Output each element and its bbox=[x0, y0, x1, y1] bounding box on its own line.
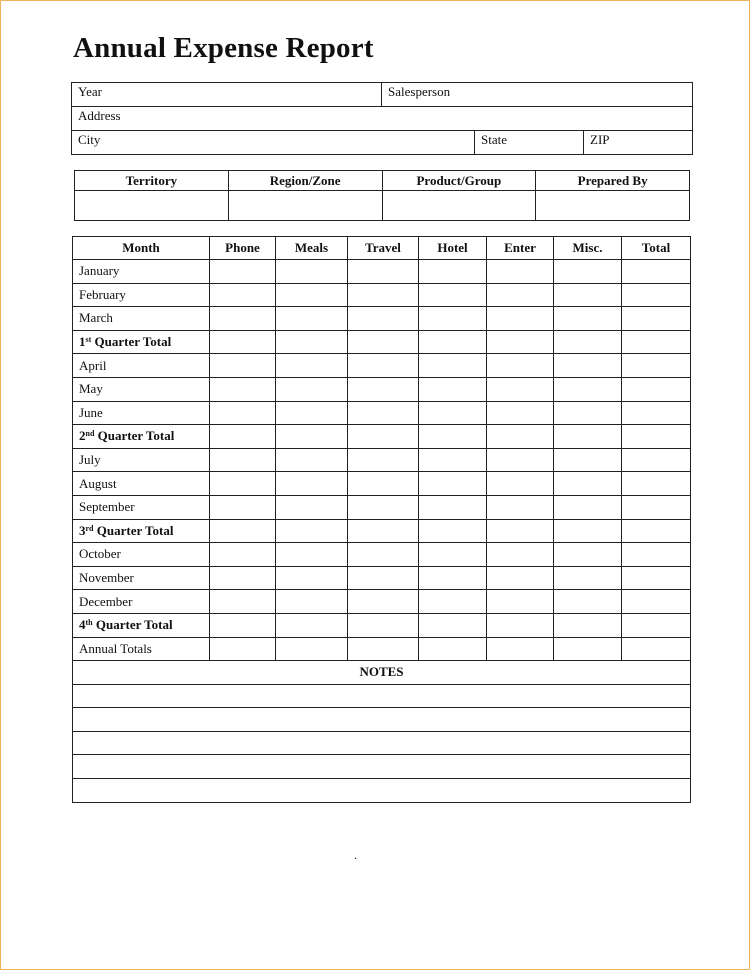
phone-cell[interactable] bbox=[210, 566, 276, 590]
expense-row bbox=[73, 330, 691, 354]
meals-cell[interactable] bbox=[276, 377, 348, 401]
hotel-header: Hotel bbox=[419, 237, 487, 260]
enter-cell[interactable] bbox=[487, 543, 554, 567]
misc-cell[interactable] bbox=[554, 425, 622, 449]
enter-cell[interactable] bbox=[487, 495, 554, 519]
hotel-cell[interactable] bbox=[419, 354, 487, 378]
month-label: April bbox=[73, 354, 210, 378]
travel-cell[interactable] bbox=[348, 637, 419, 661]
meals-cell[interactable] bbox=[276, 613, 348, 637]
enter-cell[interactable] bbox=[487, 566, 554, 590]
enter-cell[interactable] bbox=[487, 519, 554, 543]
total-cell[interactable] bbox=[622, 566, 691, 590]
enter-cell[interactable] bbox=[487, 260, 554, 284]
misc-cell[interactable] bbox=[554, 377, 622, 401]
total-cell[interactable] bbox=[622, 637, 691, 661]
quarter-number: 1 bbox=[79, 334, 86, 350]
travel-cell[interactable] bbox=[348, 543, 419, 567]
travel-cell[interactable] bbox=[348, 566, 419, 590]
hotel-cell[interactable] bbox=[419, 613, 487, 637]
expense-rows bbox=[73, 260, 691, 661]
phone-cell[interactable] bbox=[210, 543, 276, 567]
phone-cell[interactable] bbox=[210, 495, 276, 519]
month-label: February bbox=[73, 283, 210, 307]
travel-cell[interactable] bbox=[348, 519, 419, 543]
quarter-total-text: Quarter Total bbox=[93, 522, 174, 538]
total-cell[interactable] bbox=[622, 401, 691, 425]
info-table bbox=[71, 82, 693, 155]
travel-cell[interactable] bbox=[348, 590, 419, 614]
meals-cell[interactable] bbox=[276, 330, 348, 354]
meals-cell[interactable] bbox=[276, 425, 348, 449]
phone-cell[interactable] bbox=[210, 354, 276, 378]
enter-cell[interactable] bbox=[487, 354, 554, 378]
meals-cell[interactable] bbox=[276, 472, 348, 496]
hotel-cell[interactable] bbox=[419, 448, 487, 472]
notes-field[interactable] bbox=[73, 684, 691, 708]
meals-cell[interactable] bbox=[276, 590, 348, 614]
notes-field[interactable] bbox=[73, 731, 691, 755]
hotel-cell[interactable] bbox=[419, 425, 487, 449]
hotel-cell[interactable] bbox=[419, 377, 487, 401]
phone-cell[interactable] bbox=[210, 637, 276, 661]
meals-cell[interactable] bbox=[276, 519, 348, 543]
month-label bbox=[73, 330, 210, 354]
territory-header: Territory bbox=[75, 171, 229, 191]
total-cell[interactable] bbox=[622, 283, 691, 307]
phone-cell[interactable] bbox=[210, 283, 276, 307]
enter-cell[interactable] bbox=[487, 637, 554, 661]
total-cell[interactable] bbox=[622, 330, 691, 354]
total-cell[interactable] bbox=[622, 354, 691, 378]
month-label bbox=[73, 613, 210, 637]
month-label: November bbox=[73, 566, 210, 590]
phone-cell[interactable] bbox=[210, 448, 276, 472]
travel-cell[interactable] bbox=[348, 354, 419, 378]
expense-header-row bbox=[73, 237, 691, 260]
month-label: October bbox=[73, 543, 210, 567]
meals-header: Meals bbox=[276, 237, 348, 260]
expense-row bbox=[73, 377, 691, 401]
misc-cell[interactable] bbox=[554, 260, 622, 284]
travel-cell[interactable] bbox=[348, 377, 419, 401]
hotel-cell[interactable] bbox=[419, 260, 487, 284]
notes-section bbox=[73, 661, 691, 803]
hotel-cell[interactable] bbox=[419, 401, 487, 425]
total-cell[interactable] bbox=[622, 543, 691, 567]
expense-row bbox=[73, 519, 691, 543]
month-label bbox=[73, 519, 210, 543]
expense-row bbox=[73, 590, 691, 614]
month-label: September bbox=[73, 495, 210, 519]
hotel-cell[interactable] bbox=[419, 637, 487, 661]
misc-cell[interactable] bbox=[554, 613, 622, 637]
month-label: December bbox=[73, 590, 210, 614]
ordinal-suffix: th bbox=[85, 618, 93, 628]
hotel-cell[interactable] bbox=[419, 519, 487, 543]
prepared-by-header: Prepared By bbox=[536, 171, 690, 191]
state-field[interactable] bbox=[475, 131, 584, 155]
expense-row bbox=[73, 260, 691, 284]
prepared-by-field[interactable] bbox=[536, 191, 690, 221]
address-label: Address bbox=[78, 108, 121, 123]
total-header: Total bbox=[622, 237, 691, 260]
meals-cell[interactable] bbox=[276, 543, 348, 567]
total-cell[interactable] bbox=[622, 307, 691, 331]
misc-cell[interactable] bbox=[554, 330, 622, 354]
meals-cell[interactable] bbox=[276, 260, 348, 284]
address-field[interactable] bbox=[72, 107, 693, 131]
total-cell[interactable] bbox=[622, 472, 691, 496]
month-label: March bbox=[73, 307, 210, 331]
travel-cell[interactable] bbox=[348, 283, 419, 307]
travel-cell[interactable] bbox=[348, 472, 419, 496]
hotel-cell[interactable] bbox=[419, 566, 487, 590]
travel-cell[interactable] bbox=[348, 448, 419, 472]
expense-row bbox=[73, 354, 691, 378]
expense-table bbox=[72, 236, 691, 803]
expense-row bbox=[73, 613, 691, 637]
total-cell[interactable] bbox=[622, 495, 691, 519]
ordinal-suffix: st bbox=[85, 335, 92, 345]
enter-cell[interactable] bbox=[487, 613, 554, 637]
enter-cell[interactable] bbox=[487, 307, 554, 331]
misc-cell[interactable] bbox=[554, 566, 622, 590]
notes-field[interactable] bbox=[73, 755, 691, 779]
expense-row bbox=[73, 448, 691, 472]
product-group-field[interactable] bbox=[382, 191, 536, 221]
notes-line bbox=[73, 731, 691, 755]
travel-cell[interactable] bbox=[348, 401, 419, 425]
phone-cell[interactable] bbox=[210, 377, 276, 401]
misc-cell[interactable] bbox=[554, 495, 622, 519]
total-cell[interactable] bbox=[622, 519, 691, 543]
quarter-number: 3 bbox=[79, 522, 86, 538]
quarter-number: 4 bbox=[79, 617, 86, 633]
hotel-cell[interactable] bbox=[419, 283, 487, 307]
misc-cell[interactable] bbox=[554, 472, 622, 496]
notes-line bbox=[73, 755, 691, 779]
enter-cell[interactable] bbox=[487, 425, 554, 449]
enter-cell[interactable] bbox=[487, 448, 554, 472]
territory-table bbox=[74, 170, 690, 221]
hotel-cell[interactable] bbox=[419, 543, 487, 567]
quarter-number: 2 bbox=[79, 428, 86, 444]
ordinal-suffix: rd bbox=[85, 523, 94, 533]
zip-field[interactable] bbox=[584, 131, 693, 155]
travel-cell[interactable] bbox=[348, 330, 419, 354]
enter-cell[interactable] bbox=[487, 472, 554, 496]
phone-cell[interactable] bbox=[210, 260, 276, 284]
product-group-header: Product/Group bbox=[382, 171, 536, 191]
total-cell[interactable] bbox=[622, 377, 691, 401]
city-field[interactable] bbox=[72, 131, 475, 155]
travel-cell[interactable] bbox=[348, 260, 419, 284]
misc-cell[interactable] bbox=[554, 448, 622, 472]
travel-cell[interactable] bbox=[348, 613, 419, 637]
zip-label: ZIP bbox=[590, 132, 610, 147]
total-cell[interactable] bbox=[622, 425, 691, 449]
expense-row bbox=[73, 566, 691, 590]
footer-mark: . bbox=[354, 848, 357, 862]
meals-cell[interactable] bbox=[276, 401, 348, 425]
region-zone-field[interactable] bbox=[228, 191, 382, 221]
meals-cell[interactable] bbox=[276, 637, 348, 661]
phone-header: Phone bbox=[210, 237, 276, 260]
total-cell[interactable] bbox=[622, 448, 691, 472]
page-title: Annual Expense Report bbox=[73, 32, 374, 64]
month-label: May bbox=[73, 377, 210, 401]
city-label: City bbox=[78, 132, 101, 147]
notes-heading: NOTES bbox=[73, 661, 691, 685]
travel-cell[interactable] bbox=[348, 307, 419, 331]
meals-cell[interactable] bbox=[276, 566, 348, 590]
misc-cell[interactable] bbox=[554, 637, 622, 661]
travel-cell[interactable] bbox=[348, 495, 419, 519]
hotel-cell[interactable] bbox=[419, 590, 487, 614]
quarter-total-text: Quarter Total bbox=[94, 428, 175, 444]
enter-cell[interactable] bbox=[487, 401, 554, 425]
month-label bbox=[73, 425, 210, 449]
year-field[interactable] bbox=[72, 83, 382, 107]
phone-cell[interactable] bbox=[210, 425, 276, 449]
misc-cell[interactable] bbox=[554, 519, 622, 543]
notes-field[interactable] bbox=[73, 779, 691, 803]
misc-cell[interactable] bbox=[554, 590, 622, 614]
meals-cell[interactable] bbox=[276, 283, 348, 307]
misc-cell[interactable] bbox=[554, 543, 622, 567]
total-cell[interactable] bbox=[622, 260, 691, 284]
year-label: Year bbox=[78, 84, 102, 99]
month-label: Annual Totals bbox=[73, 637, 210, 661]
misc-cell[interactable] bbox=[554, 354, 622, 378]
quarter-total-text: Quarter Total bbox=[92, 617, 173, 633]
quarter-total-text: Quarter Total bbox=[91, 334, 172, 350]
phone-cell[interactable] bbox=[210, 401, 276, 425]
enter-cell[interactable] bbox=[487, 330, 554, 354]
salesperson-label: Salesperson bbox=[388, 84, 451, 99]
meals-cell[interactable] bbox=[276, 354, 348, 378]
month-label: June bbox=[73, 401, 210, 425]
salesperson-field[interactable] bbox=[382, 83, 693, 107]
phone-cell[interactable] bbox=[210, 613, 276, 637]
month-header: Month bbox=[73, 237, 210, 260]
notes-line bbox=[73, 684, 691, 708]
total-cell[interactable] bbox=[622, 590, 691, 614]
enter-cell[interactable] bbox=[487, 377, 554, 401]
phone-cell[interactable] bbox=[210, 472, 276, 496]
expense-row bbox=[73, 283, 691, 307]
meals-cell[interactable] bbox=[276, 448, 348, 472]
state-label: State bbox=[481, 132, 507, 147]
territory-field[interactable] bbox=[75, 191, 229, 221]
enter-cell[interactable] bbox=[487, 283, 554, 307]
misc-cell[interactable] bbox=[554, 283, 622, 307]
hotel-cell[interactable] bbox=[419, 307, 487, 331]
month-label: January bbox=[73, 260, 210, 284]
travel-cell[interactable] bbox=[348, 425, 419, 449]
misc-cell[interactable] bbox=[554, 307, 622, 331]
ordinal-suffix: nd bbox=[85, 429, 95, 439]
travel-header: Travel bbox=[348, 237, 419, 260]
expense-row bbox=[73, 425, 691, 449]
phone-cell[interactable] bbox=[210, 307, 276, 331]
expense-row bbox=[73, 401, 691, 425]
expense-row bbox=[73, 543, 691, 567]
enter-header: Enter bbox=[487, 237, 554, 260]
meals-cell[interactable] bbox=[276, 307, 348, 331]
total-cell[interactable] bbox=[622, 613, 691, 637]
phone-cell[interactable] bbox=[210, 330, 276, 354]
notes-line bbox=[73, 708, 691, 732]
enter-cell[interactable] bbox=[487, 590, 554, 614]
expense-row bbox=[73, 495, 691, 519]
phone-cell[interactable] bbox=[210, 590, 276, 614]
notes-field[interactable] bbox=[73, 708, 691, 732]
region-zone-header: Region/Zone bbox=[228, 171, 382, 191]
notes-line bbox=[73, 779, 691, 803]
month-label: August bbox=[73, 472, 210, 496]
month-label: July bbox=[73, 448, 210, 472]
meals-cell[interactable] bbox=[276, 495, 348, 519]
expense-row bbox=[73, 472, 691, 496]
expense-row bbox=[73, 307, 691, 331]
misc-header: Misc. bbox=[554, 237, 622, 260]
hotel-cell[interactable] bbox=[419, 472, 487, 496]
phone-cell[interactable] bbox=[210, 519, 276, 543]
hotel-cell[interactable] bbox=[419, 495, 487, 519]
hotel-cell[interactable] bbox=[419, 330, 487, 354]
misc-cell[interactable] bbox=[554, 401, 622, 425]
expense-row bbox=[73, 637, 691, 661]
